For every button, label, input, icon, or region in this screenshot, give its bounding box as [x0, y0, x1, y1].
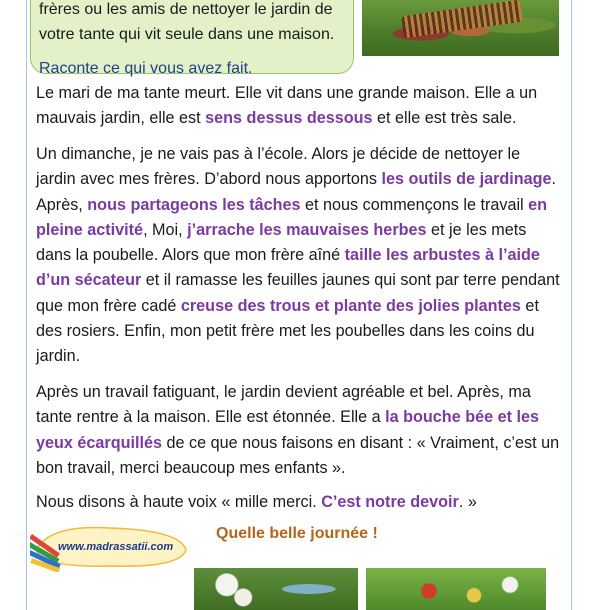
text-run: et nous commençons le travail	[300, 195, 529, 214]
prompt-line-1: frères ou les amis de nettoyer le jardin de	[39, 1, 333, 18]
text-run: Le mari de ma tante meurt. Elle vit dans une grande maison. Elle a un mauvais jardin, elle est	[36, 84, 538, 128]
highlighted-phrase: la bouche bée et les yeux écarquillés	[36, 408, 539, 452]
highlighted-phrase: taille les arbustes à l’aide d’un sécateur	[36, 246, 540, 290]
highlighted-phrase: C’est notre devoir	[321, 493, 459, 511]
text-run: , Moi,	[143, 220, 188, 239]
text-run: Un dimanche, je ne vais pas à l’école. Alors je décide de nettoyer le jardin avec mes frères. D’abord nous apportons	[36, 145, 521, 189]
garden-photo-bottom-left	[194, 568, 358, 610]
text-run: et je les mets dans la poubelle. Alors que mon frère aîné	[36, 220, 527, 265]
garden-photo-bottom-right	[366, 568, 546, 610]
paragraph-2	[36, 142, 560, 370]
paragraph-3	[36, 380, 560, 481]
logo-url: www.madrassatii.com	[58, 541, 174, 553]
highlighted-phrase: nous partageons les tâches	[87, 195, 301, 214]
closing-sentence: Quelle belle journée !	[216, 525, 378, 542]
highlighted-phrase: creuse des trous et plante des jolies plantes	[180, 296, 521, 315]
rake-shape	[401, 0, 523, 38]
paragraph-1	[36, 81, 560, 132]
text-run: Nous disons à haute voix « mille merci.	[36, 493, 322, 511]
highlighted-phrase: en pleine activité	[36, 195, 548, 239]
highlighted-phrase: les outils de jardinage	[381, 170, 552, 189]
text-run: . Après,	[36, 170, 557, 214]
prompt-line-2: votre tante qui vit seule dans une maison.	[39, 26, 335, 43]
paragraph-4	[36, 490, 560, 515]
assignment-prompt-box	[30, 0, 354, 77]
text-run: de ce que nous faisons en disant : « Vraiment, c’est un bon travail, merci beaucoup mes enfants ».	[36, 433, 560, 477]
garden-photo-top	[362, 0, 559, 56]
text-run: et des rosiers. Enfin, mon petit frère met les poubelles dans les coins du jardin.	[36, 296, 539, 366]
prompt-question: Raconte ce qui vous avez fait.	[39, 60, 253, 77]
highlighted-phrase: j’arrache les mauvaises herbes	[187, 220, 427, 239]
text-run: . »	[458, 493, 477, 511]
text-run: et il ramasse les feuilles jaunes qui sont par terre pendant que mon frère cadé	[36, 271, 560, 315]
highlighted-phrase: sens dessus dessous	[205, 109, 373, 128]
text-run: Après un travail fatiguant, le jardin devient agréable et bel. Après, ma tante rentre à la maison. Elle est étonnée. Elle a	[36, 383, 531, 427]
text-run: et elle est très sale.	[372, 109, 517, 128]
